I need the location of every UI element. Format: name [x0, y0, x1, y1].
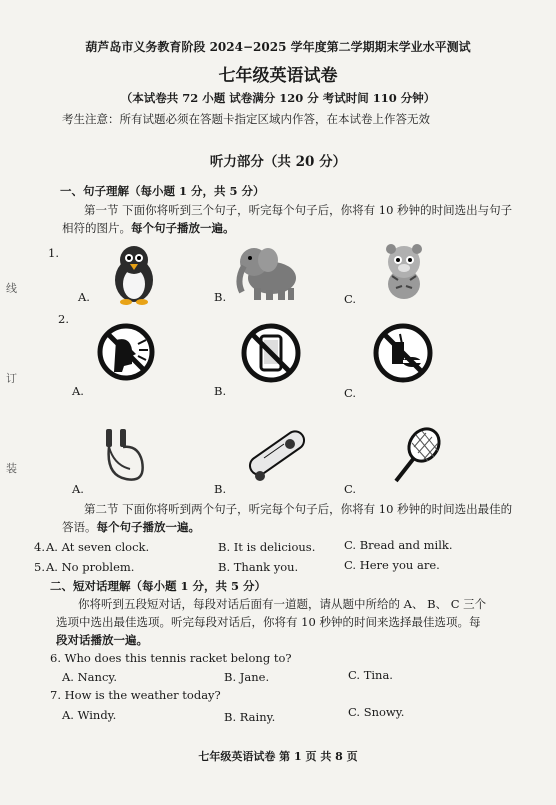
part2-line3: 段对话播放一遍。	[56, 633, 148, 647]
q5-number: 5.	[34, 560, 45, 574]
exam-notice: 考生注意：所有试题必须在答题卡指定区域内作答，在本试卷上作答无效	[62, 112, 430, 126]
q1-number: 1.	[48, 246, 59, 260]
part1-sec2-line2b: 每个句子播放一遍。	[96, 520, 200, 534]
q1-label-b: B.	[214, 290, 227, 304]
tiger-image	[374, 240, 432, 302]
q2-label-a: A.	[72, 384, 84, 398]
no-phone-sign-icon	[240, 322, 302, 384]
listening-title: 听力部分（共 20 分）	[209, 154, 347, 170]
skateboard-image	[240, 422, 310, 488]
q7-option-c: C. Snowy.	[348, 705, 405, 719]
q5-option-b: B. Thank you.	[218, 560, 299, 574]
q4-option-b: B. It is delicious.	[218, 540, 316, 554]
part1-heading: 一、句子理解（每小题 1 分，共 5 分）	[60, 184, 265, 198]
jump-rope-image	[96, 425, 156, 487]
part1-sec1-line1: 第一节 下面你将听到三个句子，听完每个句子后，你将有 10 秒钟的时间选出与句子	[84, 203, 513, 217]
no-talking-sign-icon	[96, 322, 156, 382]
binder-mark-bottom: 装	[6, 462, 17, 475]
part2-line2: 选项中选出最佳选项。听完每段对话后，你将有 10 秒钟的时间来选择最佳选项。每	[56, 615, 481, 629]
part1-sec2-line2a: 答语。	[62, 520, 97, 534]
part2-line1: 你将听到五段短对话，每段对话后面有一道题，请从题中所给的 A、 B、 C 三个	[78, 597, 487, 611]
q7-option-a: A. Windy.	[62, 708, 117, 722]
page-footer: 七年级英语试卷 第 1 页 共 8 页	[198, 750, 358, 763]
q6-option-a: A. Nancy.	[62, 670, 118, 684]
q2-label-b: B.	[214, 384, 227, 398]
part1-sec2-line1: 第二节 下面你将听到两个句子，听完每个句子后，你将有 10 秒钟的时间选出最佳的	[84, 502, 513, 516]
elephant-image	[234, 240, 304, 304]
q4-option-c: C. Bread and milk.	[344, 538, 453, 552]
exam-subtitle: 七年级英语试卷	[218, 66, 338, 86]
part1-sec1-line2	[62, 220, 235, 236]
binder-mark-top: 线	[6, 282, 17, 295]
q6-option-b: B. Jane.	[224, 670, 270, 684]
q2-number: 2.	[58, 312, 69, 326]
q1-label-a: A.	[78, 290, 90, 304]
penguin-image	[104, 240, 164, 306]
q3-label-c: C.	[344, 482, 357, 496]
q6-question: 6. Who does this tennis racket belong to?	[50, 651, 292, 665]
q4-option-a: A. At seven clock.	[46, 540, 150, 554]
q7-option-b: B. Rainy.	[224, 710, 276, 724]
q6-option-c: C. Tina.	[348, 668, 393, 682]
q2-label-c: C.	[344, 386, 357, 400]
q5-option-c: C. Here you are.	[344, 558, 440, 572]
part1-sec2-line2	[62, 519, 200, 535]
q1-label-c: C.	[344, 292, 357, 306]
exam-header-title: 葫芦岛市义务教育阶段 2024−2025 学年度第二学期期末学业水平测试	[85, 40, 471, 54]
no-food-sign-icon	[372, 322, 434, 384]
binder-mark-mid: 订	[6, 372, 17, 385]
part1-sec1-line2b: 每个句子播放一遍。	[131, 221, 235, 235]
q7-question: 7. How is the weather today?	[50, 688, 221, 702]
q4-number: 4.	[34, 540, 45, 554]
part1-sec1-line2a: 相符的图片。	[62, 221, 131, 235]
tennis-racket-image	[386, 425, 446, 491]
q3-label-b: B.	[214, 482, 227, 496]
part2-heading: 二、短对话理解（每小题 1 分，共 5 分）	[50, 579, 267, 593]
exam-info: （本试卷共 72 小题 试卷满分 120 分 考试时间 110 分钟）	[120, 91, 436, 105]
q5-option-a: A. No problem.	[46, 560, 135, 574]
q3-label-a: A.	[72, 482, 84, 496]
